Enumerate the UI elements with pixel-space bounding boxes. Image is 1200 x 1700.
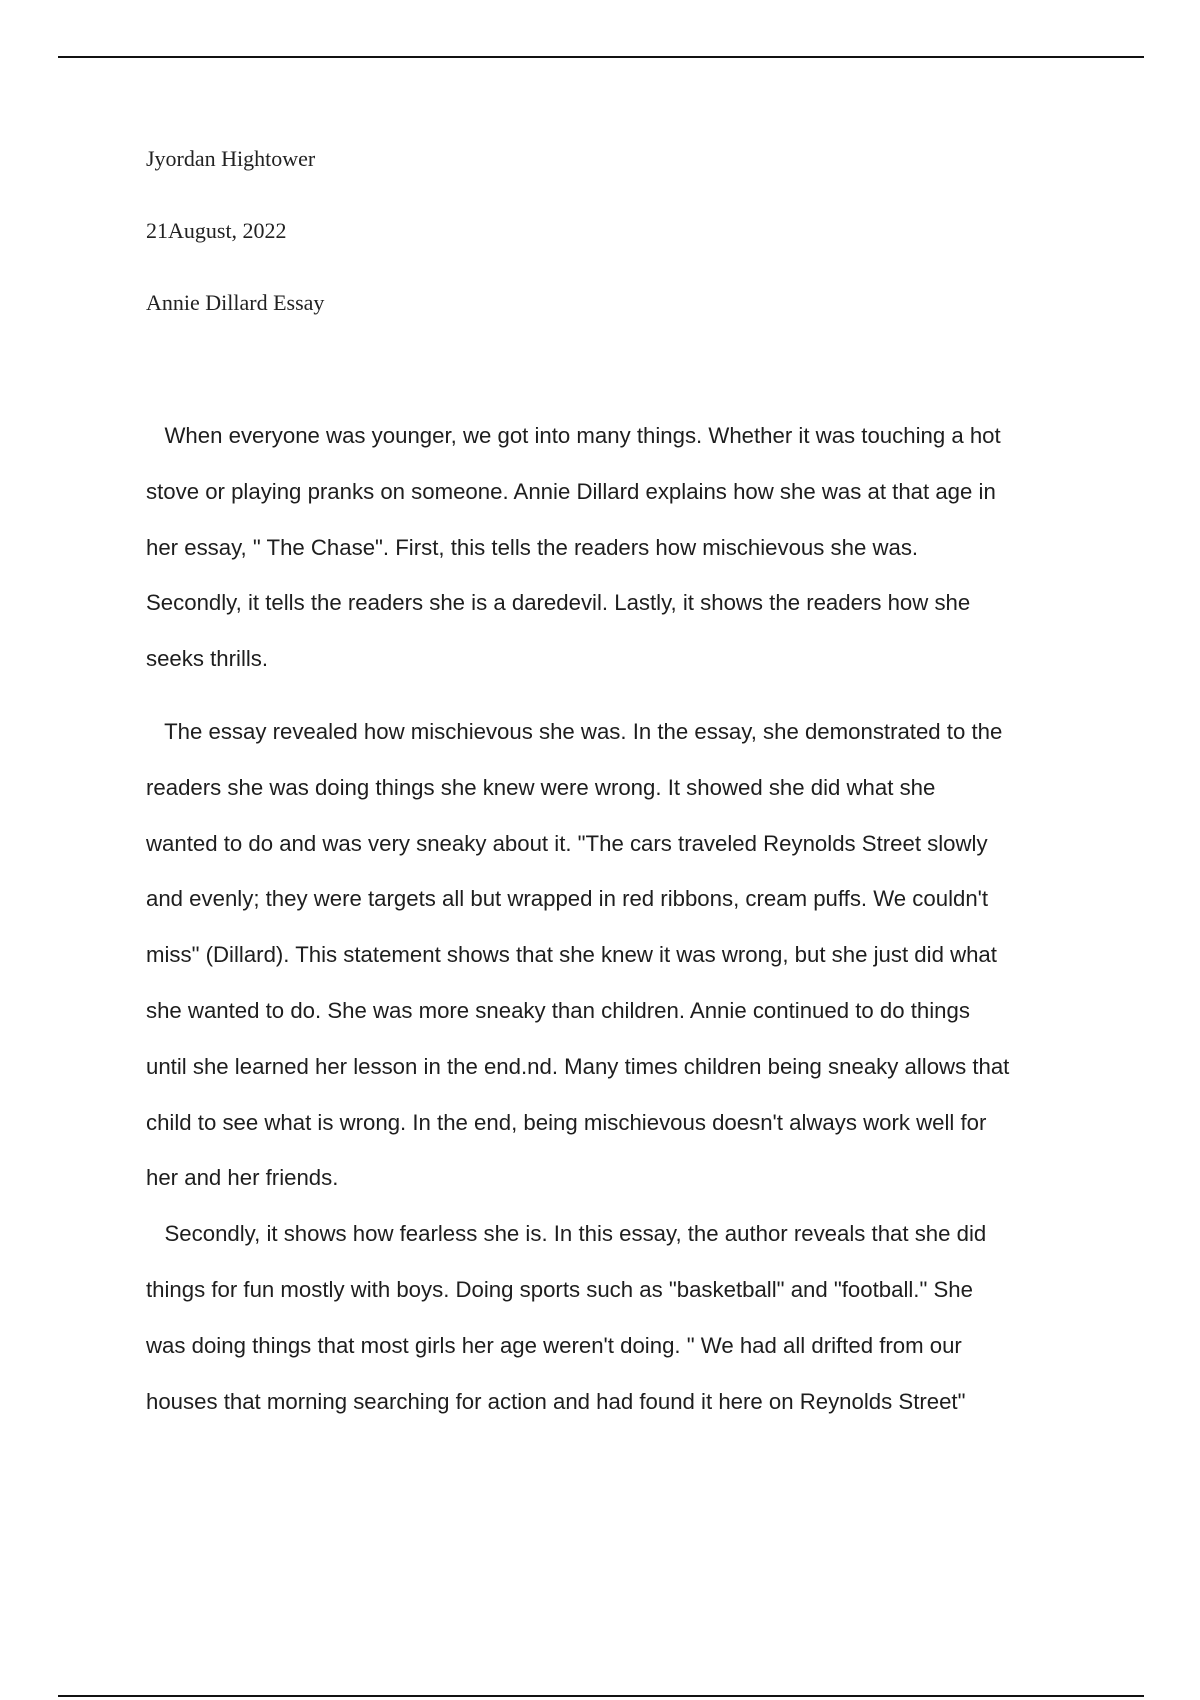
text-line: readers she was doing things she knew were wrong. It showed she did what she [146,774,936,800]
top-rule [58,56,1144,58]
text-line: stove or playing pranks on someone. Annie Dillard explains how she was at that age in [146,478,996,504]
text-line: until she learned her lesson in the end.nd. Many times children being sneaky allows that [146,1053,1010,1079]
text-line: Secondly, it tells the readers she is a daredevil. Lastly, it shows the readers how she [146,590,971,616]
text-line: wanted to do and was very sneaky about it. "The cars traveled Reynolds Street slowly [146,830,988,856]
text-line: her essay, " The Chase". First, this tells the readers how mischievous she was. [146,534,919,560]
text-line: miss" (Dillard). This statement shows that she knew it was wrong, but she just did what [146,942,997,968]
paragraph-2 [146,719,1096,1221]
paragraph-3 [146,1221,1096,1444]
author-name: Jyordan Hightower [146,146,316,171]
paragraph-spacer [146,702,1096,719]
text-line: When everyone was younger, we got into many things. Whether it was touching a hot [146,423,1001,448]
text-line: things for fun mostly with boys. Doing sports such as "basketball" and "football." She [146,1276,973,1302]
text-line: and evenly; they were targets all but wrapped in red ribbons, cream puffs. We couldn't [146,886,989,912]
text-line: was doing things that most girls her age weren't doing. " We had all drifted from our [146,1332,962,1358]
bottom-rule [58,1695,1144,1697]
text-line: child to see what is wrong. In the end, being mischievous doesn't always work well for [146,1109,987,1135]
text-line: her and her friends. [146,1165,339,1191]
essay-body [146,423,1096,1444]
essay-title: Annie Dillard Essay [146,290,325,315]
text-line: she wanted to do. She was more sneaky than children. Annie continued to do things [146,997,970,1023]
paragraph-1 [146,423,1096,702]
essay-date: 21August, 2022 [146,218,287,243]
text-line: Secondly, it shows how fearless she is. In this essay, the author reveals that she did [146,1221,987,1247]
text-line: houses that morning searching for action and had found it here on Reynolds Street" [146,1388,966,1414]
text-line: seeks thrills. [146,646,269,672]
text-line: The essay revealed how mischievous she was. In the essay, she demonstrated to the [146,718,1003,744]
